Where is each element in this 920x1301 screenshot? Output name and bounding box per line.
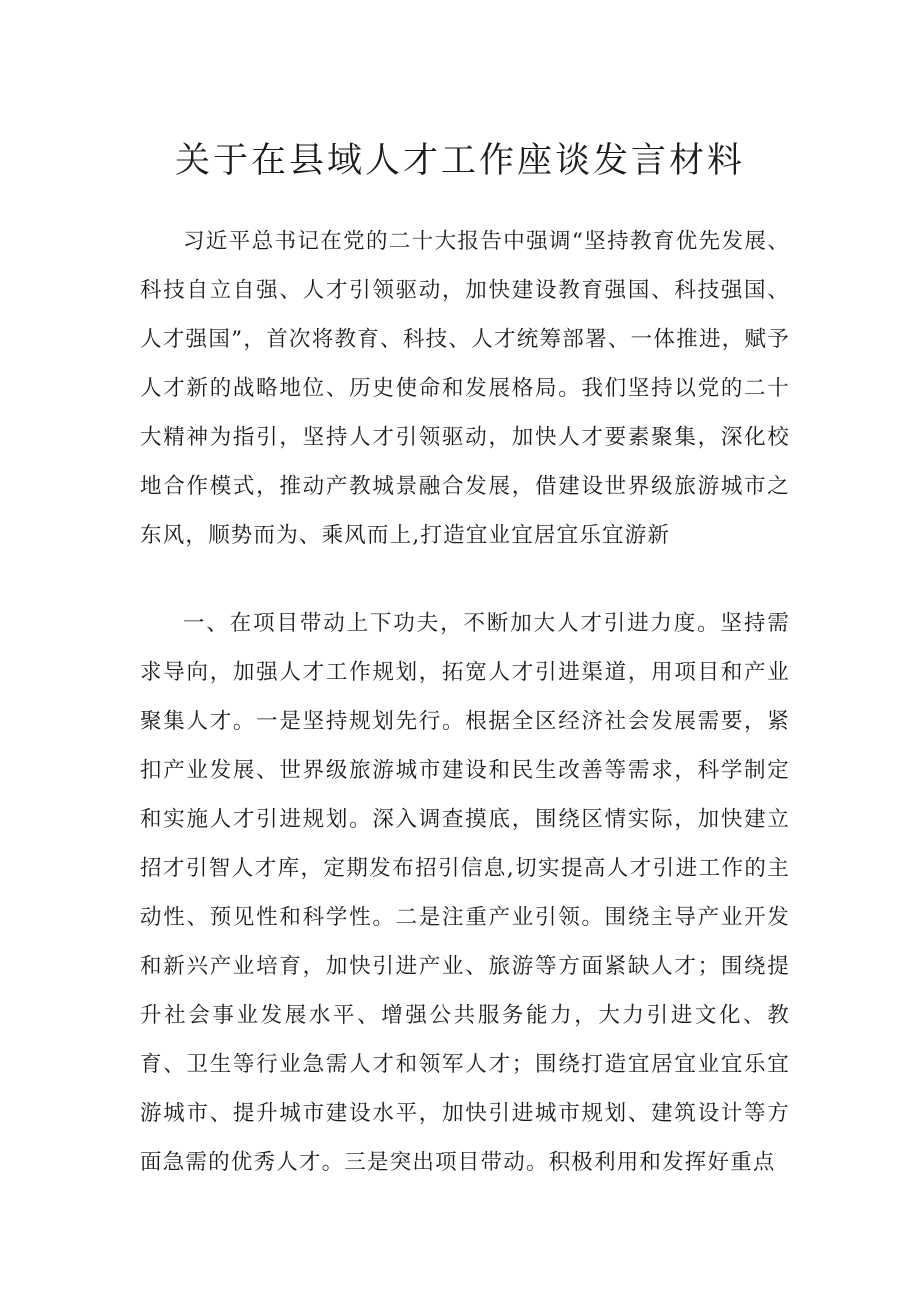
document-title: 关于在县域人才工作座谈发言材料	[174, 141, 745, 181]
paragraph-intro: 习近平总书记在党的二十大报告中强调“坚持教育优先发展、科技自立自强、人才引领驱动，加快建设教育强国、科技强国、人才强国”，首次将教育、科技、人才统筹部署、一体推进，赋予人才新的战略地位、历史使命和发展格局。我们坚持以党的二十大精神为指引，坚持人才引领驱动，加快人才要素聚集，深化校地合作模式，推动产教城景融合发展，借建设世界级旅游城市之东风，顺势而为、乘风而上,打造宜业宜居宜乐宜游新	[140, 229, 790, 548]
paragraph-section-one: 一、在项目带动上下功夫，不断加大人才引进力度。坚持需求导向，加强人才工作规划，拓宽人才引进渠道，用项目和产业聚集人才。一是坚持规划先行。根据全区经济社会发展需要，紧扣产业发展、世界级旅游城市建设和民生改善等需求，科学制定和实施人才引进规划。深入调查摸底，围绕区情实际，加快建立招才引智人才库，定期发布招引信息,切实提高人才引进工作的主动性、预见性和科学性。二是注重产业引领。围绕主导产业开发和新兴产业培育，加快引进产业、旅游等方面紧缺人才；围绕提升社会事业发展水平、增强公共服务能力，大力引进文化、教育、卫生等行业急需人才和领军人才；围绕打造宜居宜业宜乐宜游城市、提升城市建设水平，加快引进城市规划、建筑设计等方面急需的优秀人才。三是突出项目带动。积极利用和发挥好重点	[140, 611, 790, 1175]
